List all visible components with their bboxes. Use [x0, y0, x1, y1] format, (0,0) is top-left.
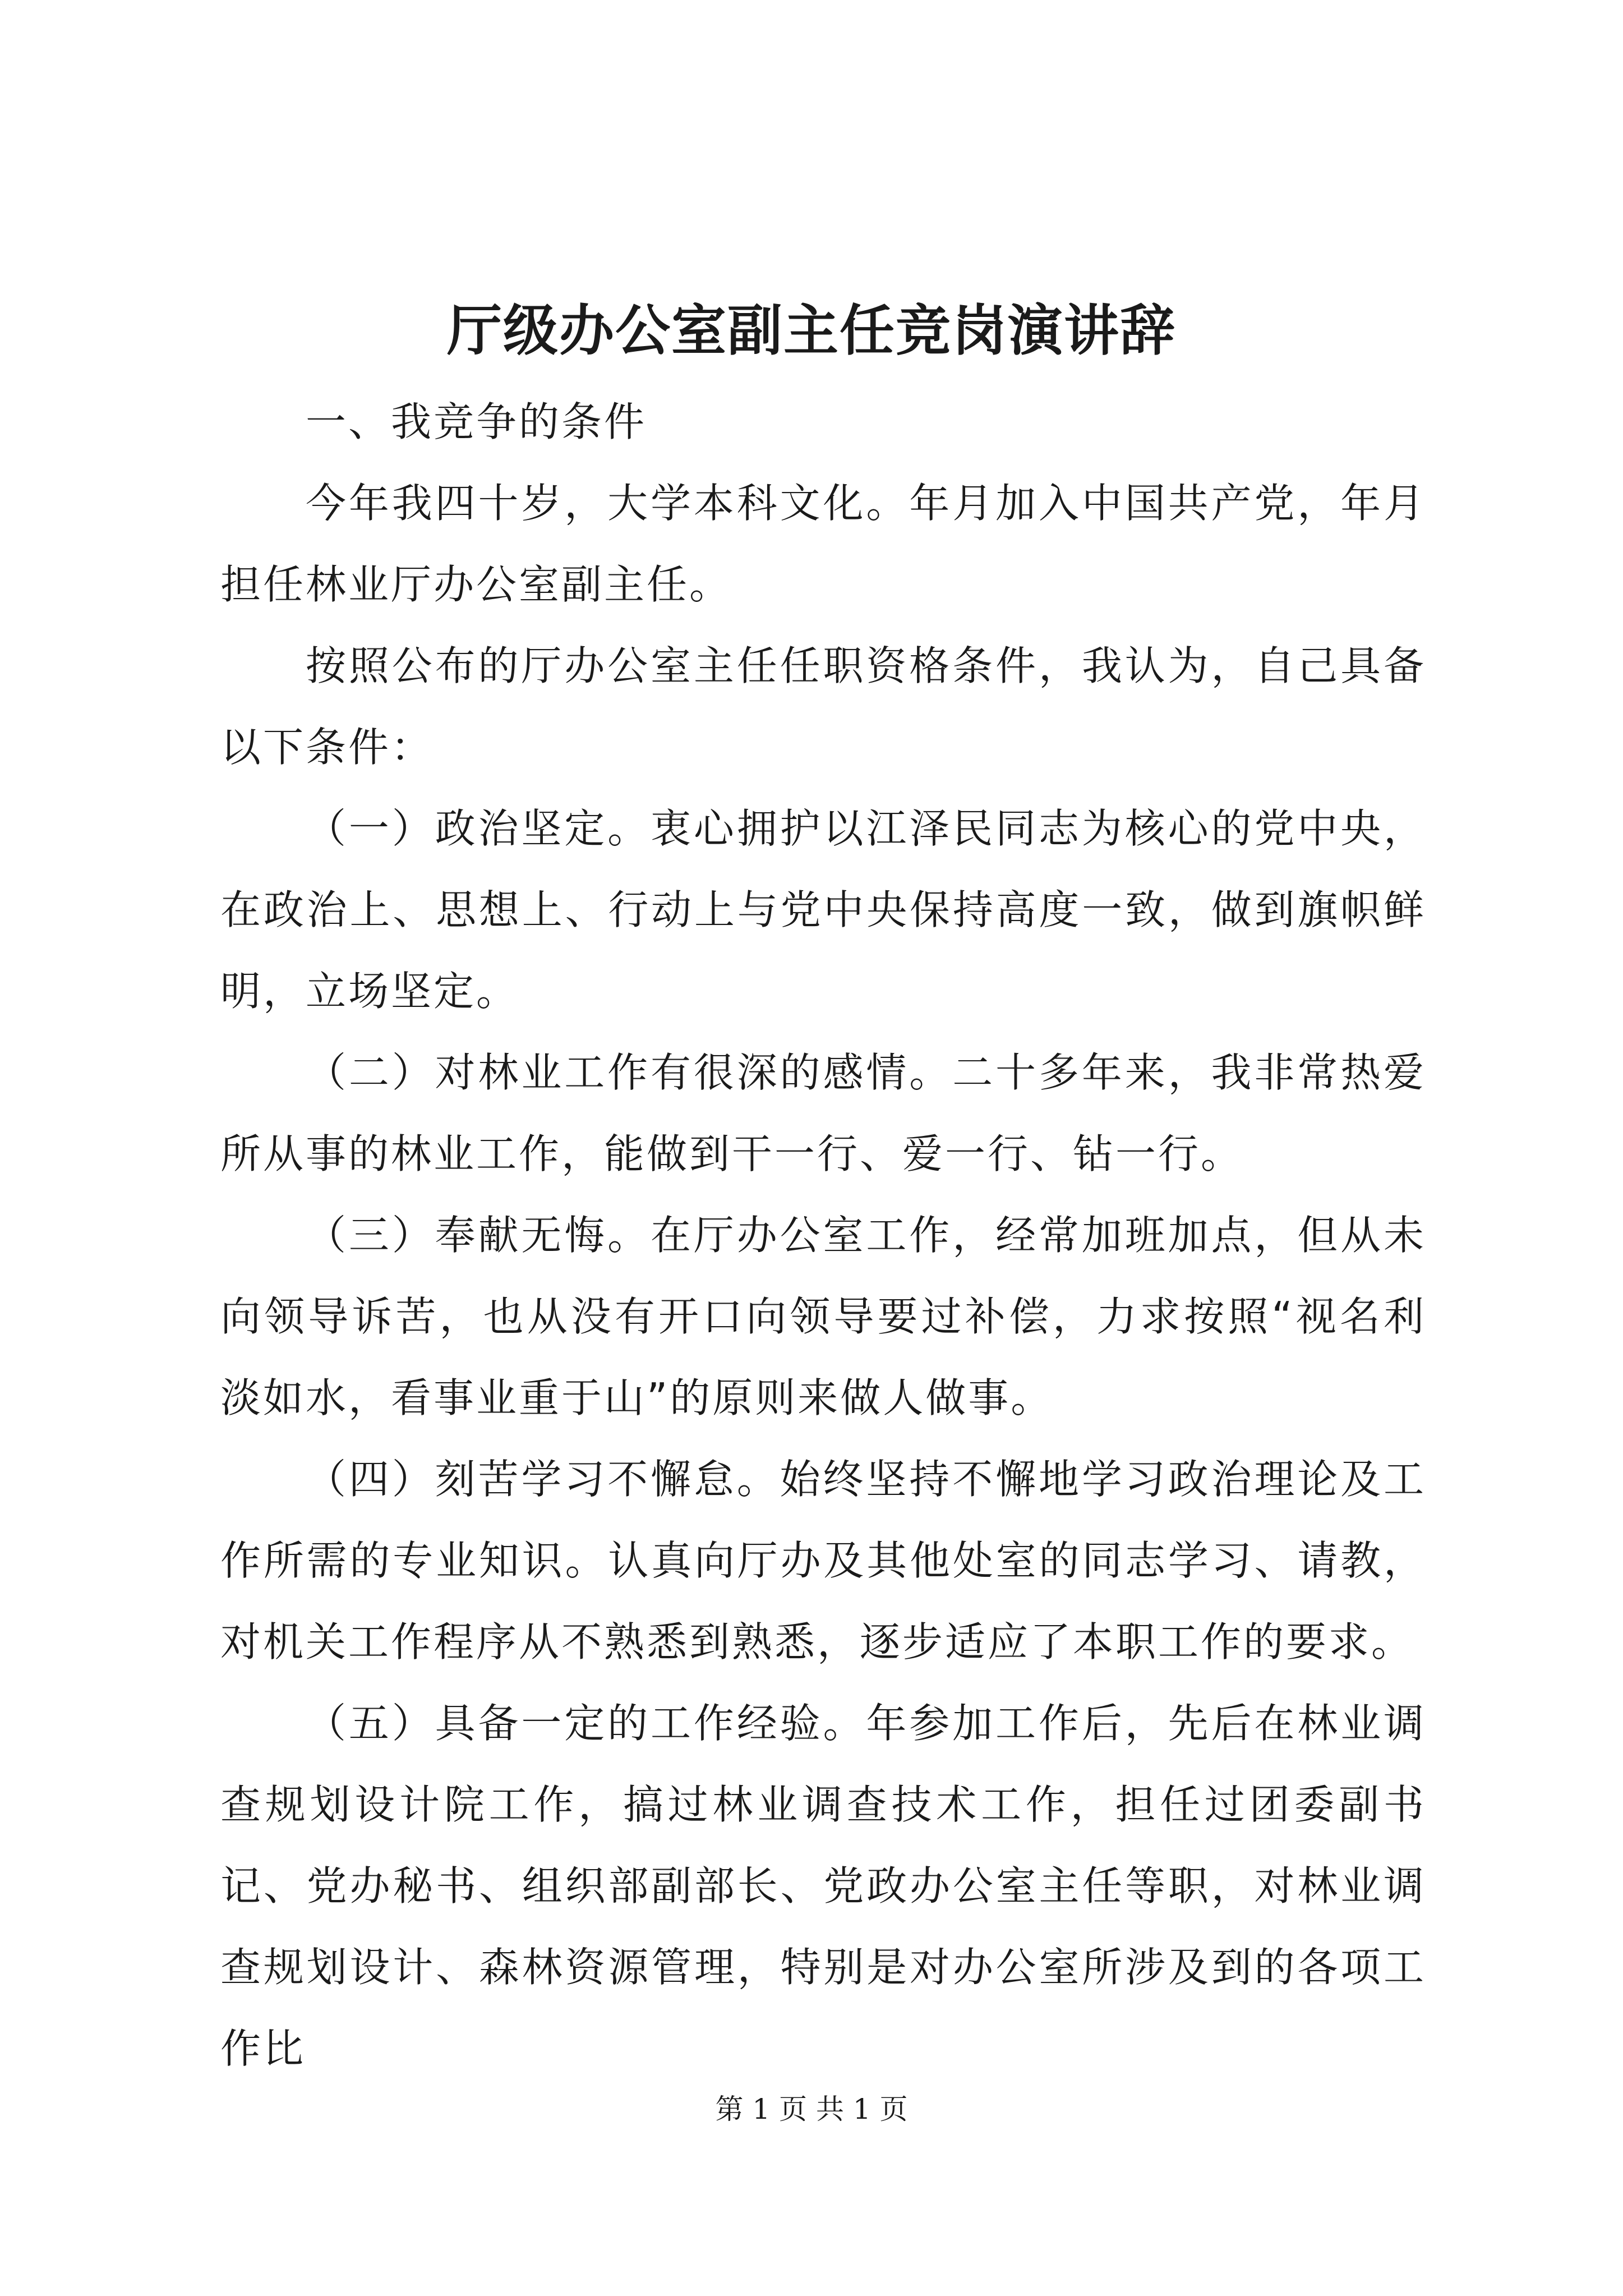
page-footer: 第 1 页 共 1 页 — [715, 2093, 908, 2125]
section-heading: 一、我竞争的条件 — [306, 398, 647, 445]
paragraph: （四）刻苦学习不懈怠。始终坚持不懈地学习政治理论及工作所需的专业知识。认真向厅办及其他处室的同志学习、请教，对机关工作程序从不熟悉到熟悉，逐步适应了本职工作的要求。 — [220, 1456, 1426, 1665]
document-title: 厅级办公室副主任竞岗演讲辞 — [446, 298, 1176, 363]
paragraph: （三）奉献无悔。在厅办公室工作，经常加班加点，但从未向领导诉苦，也从没有开口向领导要过补偿，力求按照“视名利淡如水，看事业重于山”的原则来做人做事。 — [220, 1212, 1426, 1421]
paragraph: 今年我四十岁，大学本科文化。年月加入中国共产党，年月担任林业厅办公室副主任。 — [220, 480, 1426, 608]
paragraph: （一）政治坚定。衷心拥护以江泽民同志为核心的党中央，在政治上、思想上、行动上与党中央保持高度一致，做到旗帜鲜明，立场坚定。 — [220, 805, 1426, 1015]
paragraph: 按照公布的厅办公室主任任职资格条件，我认为，自己具备以下条件： — [220, 642, 1426, 771]
paragraph: （五）具备一定的工作经验。年参加工作后，先后在林业调查规划设计院工作，搞过林业调查技术工作，担任过团委副书记、党办秘书、组织部副部长、党政办公室主任等职，对林业调查规划设计、森林资源管理，特别是对办公室所涉及到的各项工作比 — [220, 1700, 1426, 2072]
document-body — [220, 381, 1426, 2090]
paragraph: （二）对林业工作有很深的感情。二十多年来，我非常热爱所从事的林业工作，能做到干一行、爱一行、钻一行。 — [220, 1049, 1426, 1177]
